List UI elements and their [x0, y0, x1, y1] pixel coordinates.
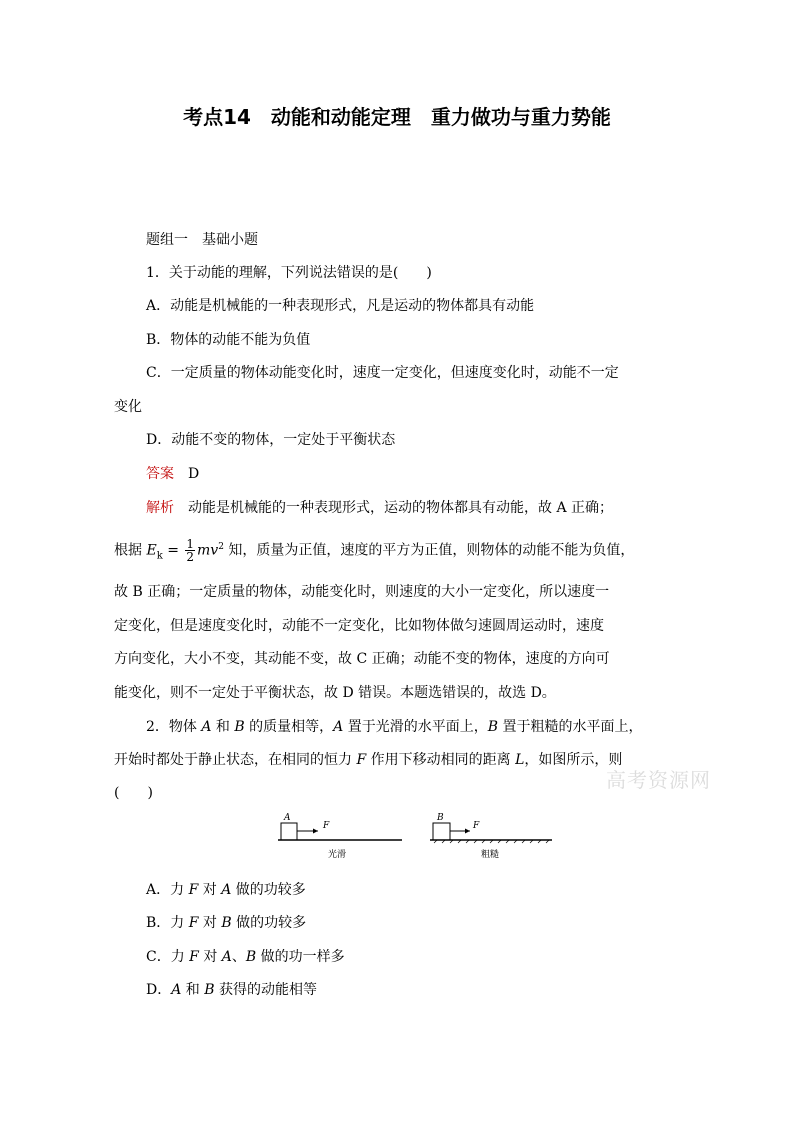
analysis-label: 解析 [146, 500, 174, 516]
figure-rough-surface [430, 813, 552, 860]
force-arrow-a-head [313, 829, 318, 834]
q1-analysis-line5: 方向变化，大小不变，其动能不变，故 C 正确；动能不变的物体，速度的方向可 [114, 651, 610, 667]
caption-rough: 粗糙 [481, 850, 500, 860]
page-title: 考点14 动能和动能定理 重力做功与重力势能 [183, 105, 611, 129]
q1-analysis-line3: 故 B 正确；一定质量的物体，动能变化时，则速度的大小一定变化，所以速度一 [114, 584, 610, 600]
fraction-one-half: $\frac{1}{2}$ [186, 537, 195, 565]
q2-option-c: C．力 F 对 A、B 做的功一样多 [146, 949, 345, 965]
block-a [281, 823, 297, 840]
force-a-label: F [323, 821, 330, 831]
q1-option-c: C．一定质量的物体动能变化时，速度一定变化，但速度变化时，动能不一定 [146, 365, 619, 381]
q1-analysis-line6: 能变化，则不一定处于平衡状态，故 D 错误。本题选错误的，故选 D。 [114, 685, 556, 701]
watermark: 高考资源网 [606, 768, 711, 792]
q1-analysis-line4: 定变化，但是速度变化时，动能不一定变化，比如物体做匀速圆周运动时，速度 [114, 618, 604, 634]
block-b [433, 823, 450, 840]
q2-stem-line2: 开始时都处于静止状态，在相同的恒力 F 作用下移动相同的距离 L，如图所示，则 [114, 752, 623, 768]
q2-stem-line1: 2．物体 A 和 B 的质量相等，A 置于光滑的水平面上，B 置于粗糙的水平面上， [146, 719, 643, 735]
question-group-label: 题组一 基础小题 [146, 232, 258, 248]
q2-stem-line3: ( ) [114, 785, 153, 801]
q2-option-a: A．力 F 对 A 做的功较多 [146, 882, 306, 898]
figure-smooth-surface [278, 813, 402, 860]
answer-label: 答案 [146, 466, 174, 482]
q2-option-b: B．力 F 对 B 做的功较多 [146, 915, 307, 931]
q1-option-b: B．物体的动能不能为负值 [146, 332, 311, 348]
q1-answer [146, 465, 199, 483]
q2-figure [276, 810, 552, 862]
force-arrow-b-head [465, 829, 470, 834]
force-b-label: F [473, 821, 480, 831]
kinetic-energy-symbol: E [146, 542, 157, 559]
q1-analysis-line2: 根据 $E_k$ = $\frac{1}{2}$ $mv^2$ 知，质量为正值，速度的平方为正值，则物体的动能不能为负值， [114, 537, 635, 565]
q1-option-d: D．动能不变的物体，一定处于平衡状态 [146, 432, 396, 448]
q1-analysis-line1: 解析 动能是机械能的一种表现形式，运动的物体都具有动能，故 A 正确； [146, 500, 614, 516]
q1-stem: 1．关于动能的理解，下列说法错误的是( ) [146, 265, 432, 281]
q2-option-d: D．A 和 B 获得的动能相等 [146, 982, 318, 998]
answer-value: D [188, 466, 200, 482]
block-b-label: B [437, 813, 444, 823]
caption-smooth: 光滑 [328, 850, 347, 860]
block-a-label: A [284, 813, 291, 823]
q1-option-c-continued: 变化 [114, 399, 142, 415]
q1-option-a: A．动能是机械能的一种表现形式，凡是运动的物体都具有动能 [146, 298, 535, 314]
